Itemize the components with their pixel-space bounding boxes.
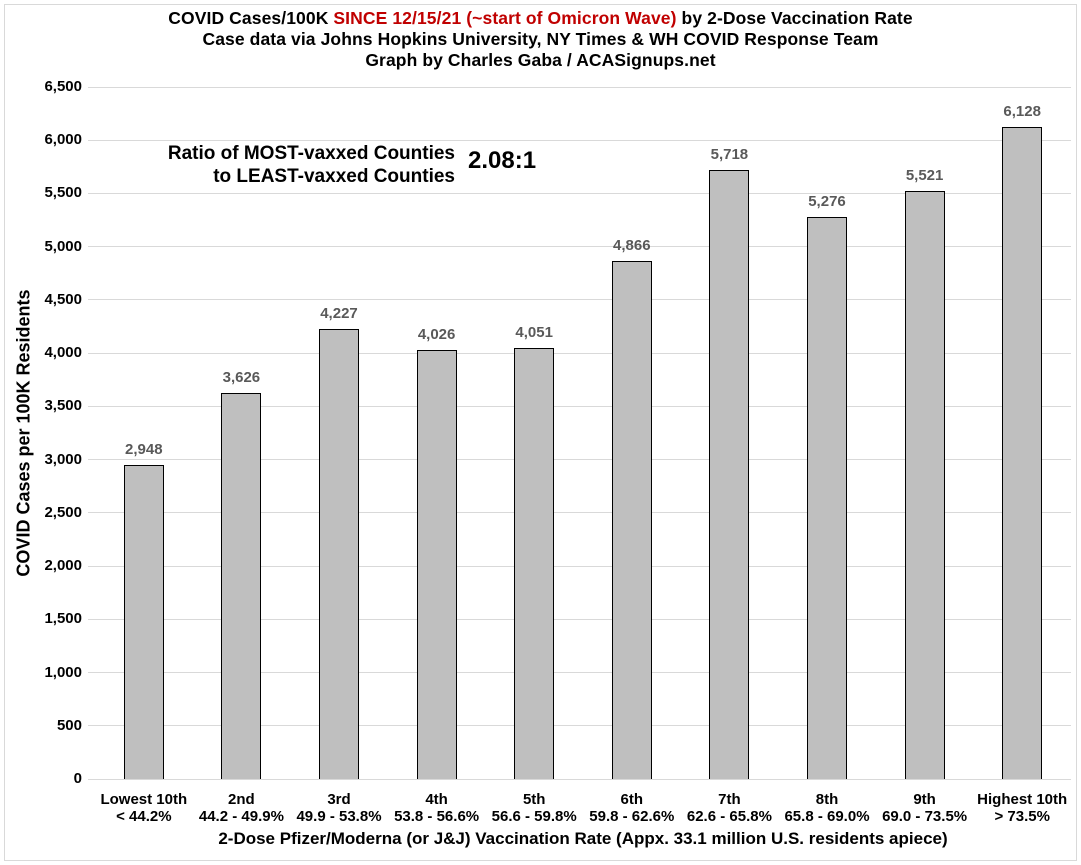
y-tick-label: 1,500 bbox=[44, 610, 82, 628]
bar-value-label: 5,521 bbox=[905, 167, 944, 185]
ratio-annotation-line1: Ratio of MOST-vaxxed Counties bbox=[167, 143, 455, 164]
ratio-annotation-value: 2.08:1 bbox=[468, 147, 537, 174]
x-category-tier: 5th bbox=[522, 791, 546, 808]
bar bbox=[1002, 127, 1042, 779]
bar-value-label: 2,948 bbox=[125, 441, 163, 459]
gridline bbox=[88, 87, 1071, 88]
y-tick-label: 6,500 bbox=[44, 78, 82, 95]
bar bbox=[709, 170, 749, 779]
y-tick-label: 6,000 bbox=[44, 131, 82, 149]
x-category-range: < 44.2% bbox=[116, 808, 172, 825]
x-category-label bbox=[960, 791, 1081, 825]
bar bbox=[221, 393, 261, 779]
y-tick-label: 0 bbox=[73, 770, 82, 787]
x-category-tier: 4th bbox=[425, 791, 448, 808]
bar-value-label: 6,128 bbox=[1003, 102, 1041, 120]
y-axis-title: COVID Cases per 100K Residents bbox=[13, 289, 34, 577]
bar bbox=[319, 329, 359, 779]
x-category-tier: 3rd bbox=[327, 791, 351, 808]
x-category-range: 59.8 - 62.6% bbox=[589, 808, 675, 825]
chart-title-line1 bbox=[0, 8, 1081, 29]
bar bbox=[124, 465, 164, 779]
ratio-annotation-text bbox=[95, 142, 455, 188]
bar bbox=[514, 348, 554, 779]
gridline bbox=[88, 140, 1071, 141]
bar-value-label: 3,626 bbox=[222, 368, 261, 386]
bar-value-label: 4,026 bbox=[417, 326, 456, 344]
bar bbox=[417, 350, 457, 779]
ratio-annotation-line2: to LEAST-vaxxed Counties bbox=[213, 166, 455, 187]
x-category-range: 49.9 - 53.8% bbox=[296, 808, 382, 825]
y-tick-label: 5,500 bbox=[44, 184, 82, 202]
x-category-range: 44.2 - 49.9% bbox=[198, 808, 284, 825]
y-tick-label: 3,000 bbox=[44, 450, 82, 468]
chart-title-line1-red: SINCE 12/15/21 (~start of Omicron Wave) bbox=[333, 8, 677, 28]
y-tick-label: 5,000 bbox=[44, 237, 82, 255]
ratio-annotation bbox=[95, 142, 536, 188]
y-tick-label: 2,000 bbox=[44, 557, 82, 575]
x-category-range: 53.8 - 56.6% bbox=[394, 808, 480, 825]
x-category-range: 56.6 - 59.8% bbox=[491, 808, 577, 825]
x-category-range: > 73.5% bbox=[994, 808, 1050, 825]
chart-title-line1-post: by 2-Dose Vaccination Rate bbox=[676, 8, 913, 28]
y-tick-label: 4,000 bbox=[44, 344, 82, 362]
x-category-range: 69.0 - 73.5% bbox=[882, 808, 968, 825]
x-category-tier: 6th bbox=[620, 791, 644, 808]
bar bbox=[807, 217, 847, 779]
bar-value-label: 4,051 bbox=[515, 323, 553, 341]
chart-title-block bbox=[0, 8, 1081, 71]
y-tick-label: 4,500 bbox=[44, 290, 82, 308]
x-category-tier: 7th bbox=[718, 791, 741, 808]
y-tick-label: 3,500 bbox=[44, 397, 82, 415]
chart-title-line3: Graph by Charles Gaba / ACASignups.net bbox=[365, 50, 716, 70]
x-category-tier: 8th bbox=[815, 791, 839, 808]
bar bbox=[612, 261, 652, 779]
bar-value-label: 5,718 bbox=[710, 146, 749, 164]
x-category-tier: Lowest 10th bbox=[100, 791, 188, 808]
bar-value-label: 4,866 bbox=[613, 236, 651, 254]
y-tick-label: 1,000 bbox=[44, 663, 82, 681]
bar bbox=[905, 191, 945, 779]
x-category-tier: 9th bbox=[913, 791, 936, 808]
x-category-range: 65.8 - 69.0% bbox=[784, 808, 870, 825]
x-axis-title: 2-Dose Pfizer/Moderna (or J&J) Vaccination Rate (Appx. 33.1 million U.S. residents apiece) bbox=[218, 829, 948, 848]
x-category-tier: 2nd bbox=[228, 791, 255, 808]
bar-value-label: 4,227 bbox=[320, 305, 358, 322]
chart-title-line2: Case data via Johns Hopkins University, NY Times & WH COVID Response Team bbox=[202, 29, 879, 49]
y-tick-label: 500 bbox=[56, 716, 82, 734]
bar-value-label: 5,276 bbox=[808, 193, 846, 211]
chart-title-line1-pre: COVID Cases/100K bbox=[168, 8, 334, 28]
y-tick-label: 2,500 bbox=[44, 503, 82, 521]
plot-area bbox=[95, 87, 1071, 779]
x-category-range: 62.6 - 65.8% bbox=[686, 808, 772, 825]
x-category-tier: Highest 10th bbox=[977, 791, 1068, 808]
